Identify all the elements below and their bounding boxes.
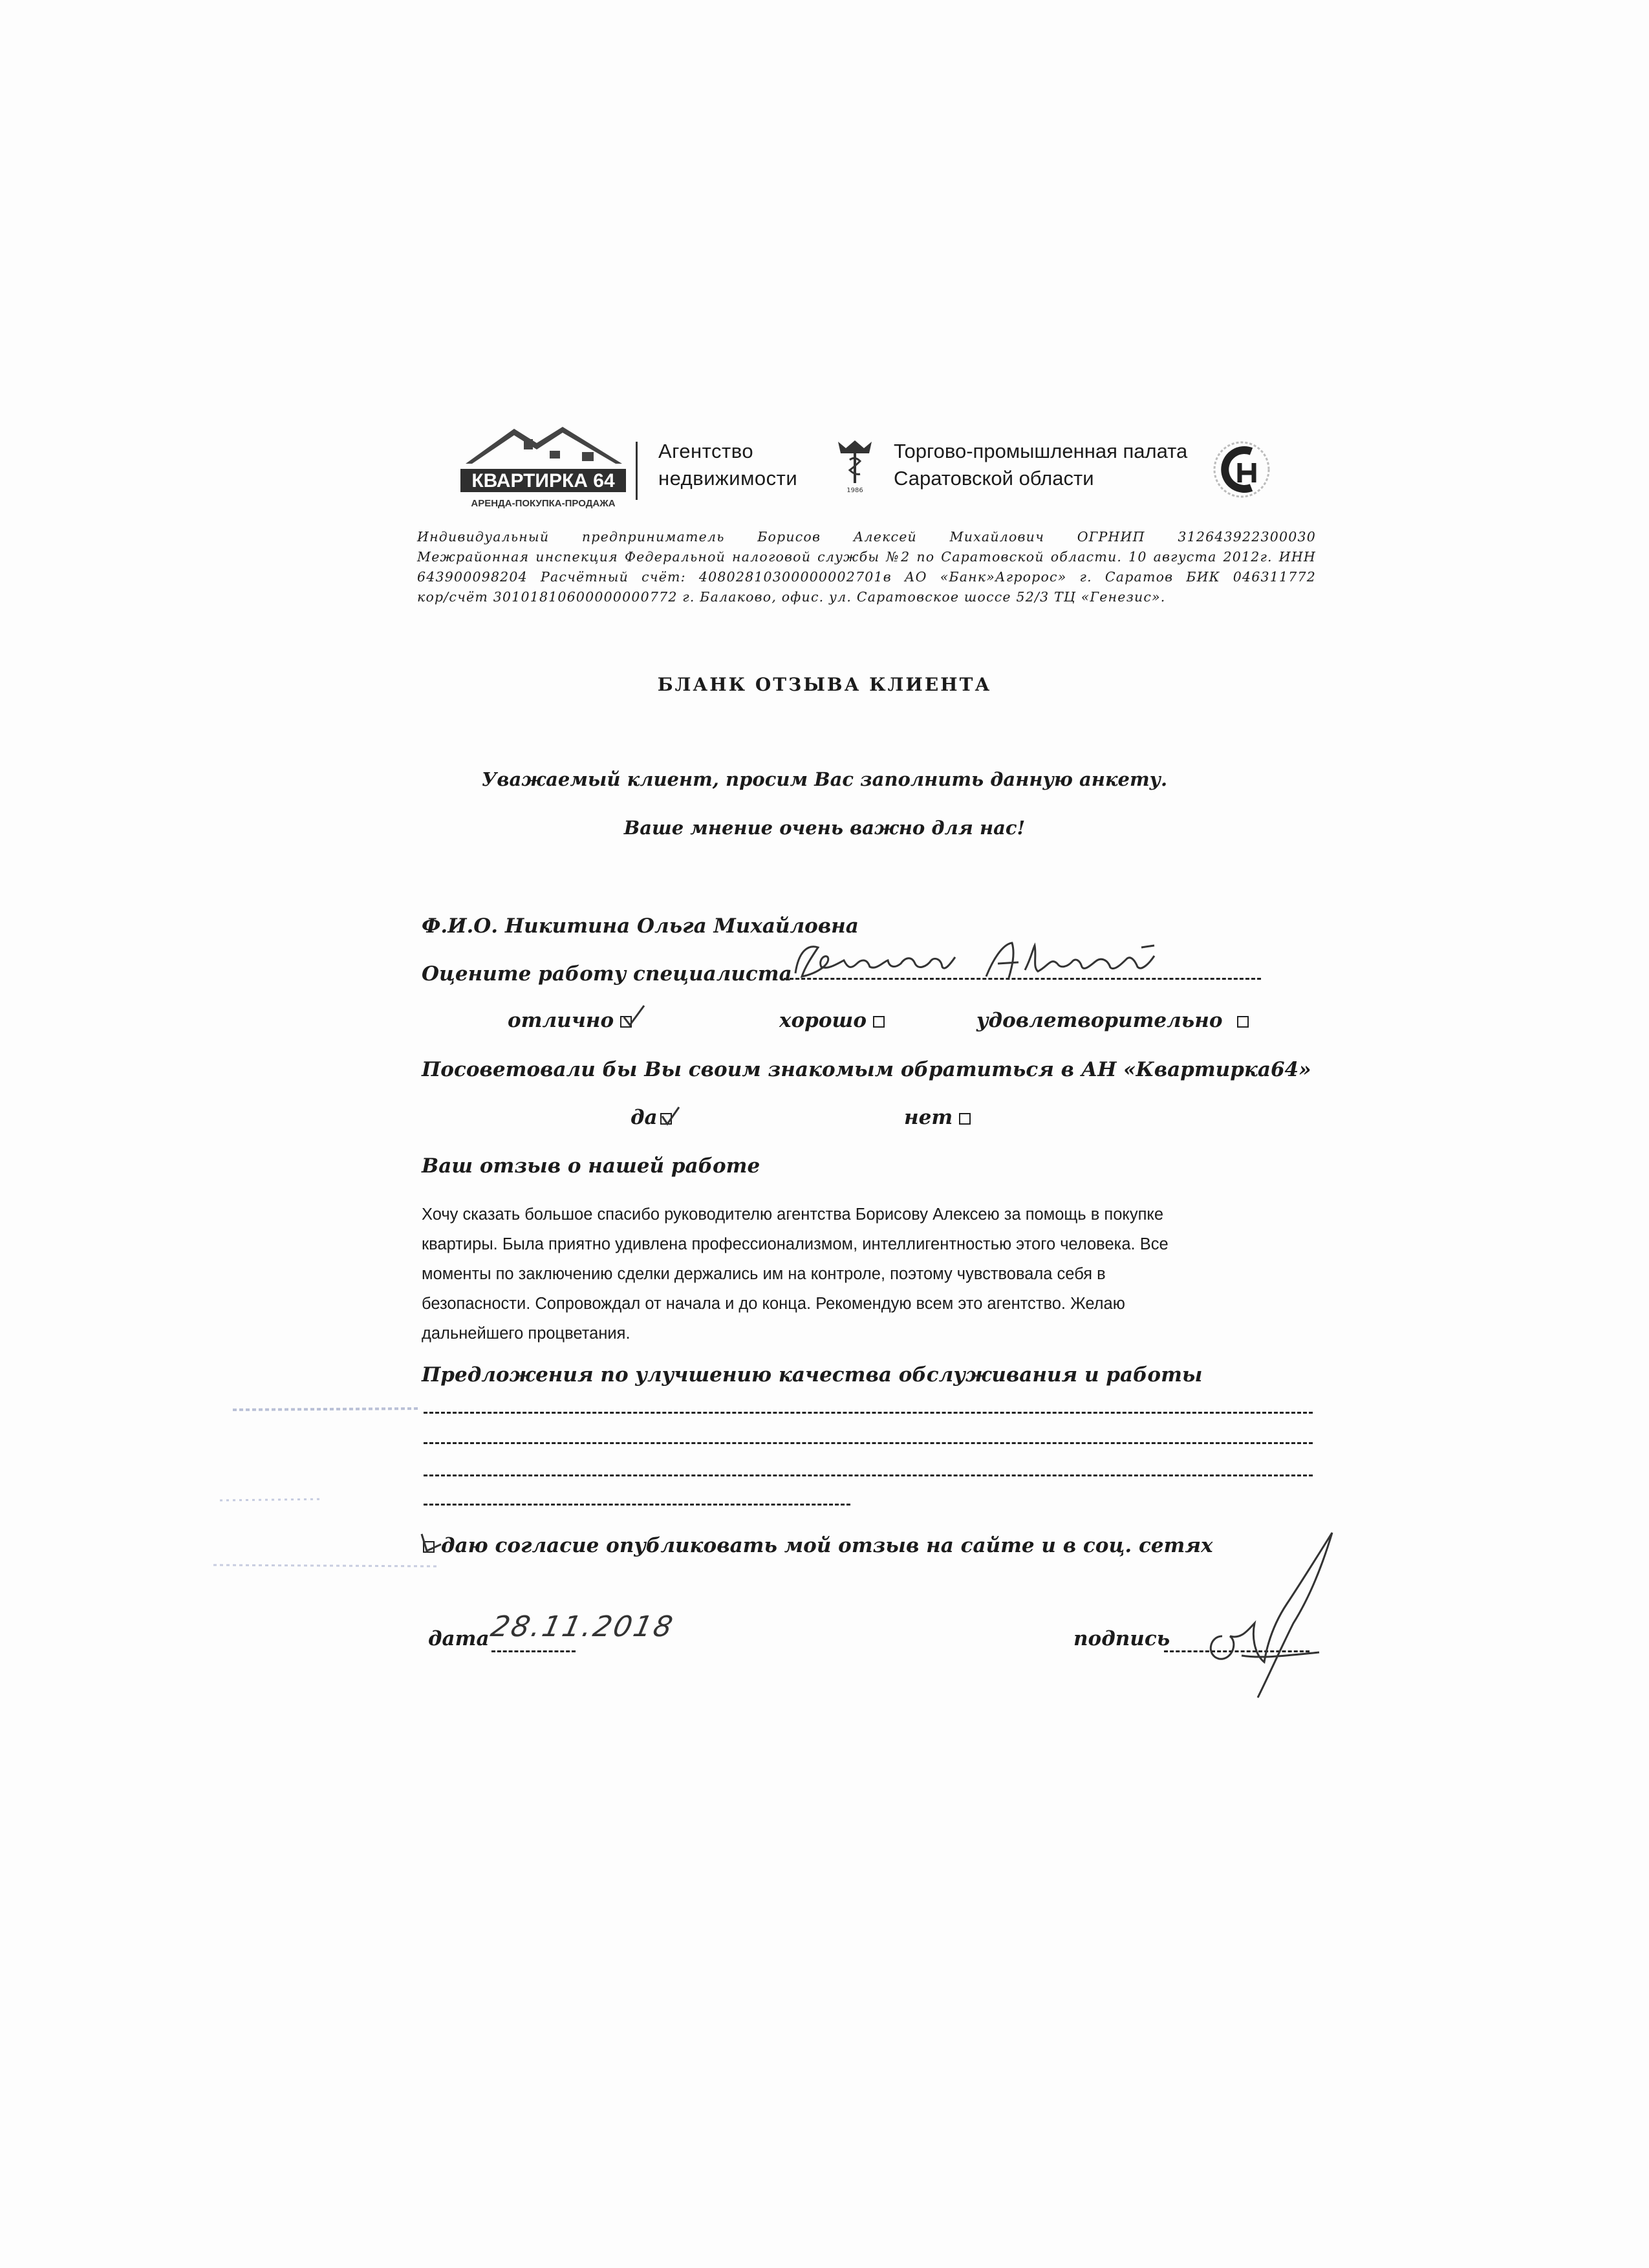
- chamber-year: 1986: [846, 487, 863, 494]
- rating-option-satisfactory[interactable]: [976, 1009, 1249, 1032]
- client-full-name: Ф.И.О. Никитина Ольга Михайловна: [422, 914, 859, 938]
- greeting-line1: Уважаемый клиент, просим Вас заполнить данную анкету.: [481, 768, 1168, 790]
- chamber-emblem-icon: [835, 437, 874, 495]
- chamber-label-line2: Саратовской области: [894, 467, 1094, 490]
- requisites-line: кор/счёт 30101810600000000772 г. Балаково, офис. ул. Саратовское шоссе 52/3 ТЦ «Генезис».: [417, 589, 1166, 605]
- rating-excellent-label: отлично: [508, 1009, 614, 1032]
- answer-no-label: нет: [904, 1106, 953, 1129]
- suggestion-line[interactable]: [424, 1412, 1313, 1414]
- suggestions-label: Предложения по улучшению качества обслуживания и работы: [422, 1363, 1203, 1387]
- review-line: Хочу сказать большое спасибо руководителю агентства Борисову Алексею за помощь в покупке: [422, 1205, 1164, 1224]
- answer-yes-label: да: [630, 1106, 658, 1129]
- company-requisites: [417, 527, 1316, 607]
- date-label: дата: [428, 1627, 490, 1650]
- rate-specialist-label: Оцените работу специалиста: [422, 962, 792, 986]
- date-handwritten: 28.11.2018: [488, 1610, 678, 1643]
- checkbox-good[interactable]: [873, 1016, 885, 1028]
- checkmark-icon: [658, 1105, 684, 1129]
- checkmark-icon: [621, 1004, 647, 1029]
- review-line: квартиры. Была приятно удивлена профессионализмом, интеллигентностью этого человека. Все: [422, 1235, 1169, 1253]
- checkbox-satisfactory[interactable]: [1237, 1016, 1249, 1028]
- date-input-line[interactable]: [491, 1650, 576, 1652]
- header-divider: [636, 442, 638, 500]
- publish-consent[interactable]: [422, 1534, 1213, 1557]
- scan-artifacts: [194, 1384, 466, 1591]
- review-label: Ваш отзыв о нашей работе: [422, 1154, 760, 1178]
- rating-satisfactory-label: удовлетворительно: [976, 1009, 1223, 1032]
- requisites-line: Межрайонная инспекция Федеральной налоговой службы №2 по Саратовской области. 10 августа 2012г. ИНН: [417, 549, 1316, 565]
- logo-name: КВАРТИРКА 64: [471, 470, 615, 491]
- review-line: безопасности. Сопровождал от начала и до конца. Рекомендую всем это агентство. Желаю: [422, 1295, 1125, 1313]
- review-text: [422, 1200, 1314, 1348]
- greeting-line2: Ваше мнение очень важно для нас!: [623, 817, 1026, 839]
- suggestion-line[interactable]: [424, 1474, 1313, 1476]
- requisites-line: 643900098204 Расчётный счёт: 40802810300000002701в АО «Банк»Агророс» г. Саратов БИК 046311772: [417, 569, 1316, 585]
- rating-good-label: хорошо: [779, 1009, 867, 1032]
- suggestion-line[interactable]: [424, 1504, 850, 1506]
- form-title: БЛАНК ОТЗЫВА КЛИЕНТА: [657, 674, 992, 695]
- rating-option-excellent[interactable]: [508, 1009, 632, 1032]
- agency-label-line1: Агентство: [658, 440, 754, 462]
- logo-tagline: АРЕНДА-ПОКУПКА-ПРОДАЖА: [471, 498, 616, 509]
- consent-label: дaю согласие опубликовать мой отзыв на сайте и в соц. сетях: [441, 1534, 1213, 1557]
- recommend-question: Посоветовали бы Вы своим знакомым обратиться в АН «Квартирка64»: [422, 1058, 1311, 1081]
- agency-label-line2: недвижимости: [658, 467, 798, 490]
- suggestion-line[interactable]: [424, 1442, 1313, 1444]
- review-line: дальнейшего процветания.: [422, 1324, 630, 1343]
- chamber-seal-icon: [1206, 437, 1277, 502]
- client-signature: [1203, 1526, 1345, 1701]
- signature-label: подпись: [1073, 1627, 1170, 1650]
- requisites-line: Индивидуальный предприниматель Борисов Алексей Михайлович ОГРНИП 312643922300030: [417, 529, 1316, 545]
- specialist-handwritten-name: [792, 938, 1193, 986]
- answer-no[interactable]: [904, 1106, 971, 1129]
- company-logo: [453, 424, 634, 514]
- chamber-label-line1: Торгово-промышленная палата: [894, 440, 1188, 462]
- rating-option-good[interactable]: [779, 1009, 885, 1032]
- review-line: моменты по заключению сделки держались им на контроле, поэтому чувствовала себя в: [422, 1265, 1106, 1283]
- checkbox-no[interactable]: [959, 1113, 971, 1125]
